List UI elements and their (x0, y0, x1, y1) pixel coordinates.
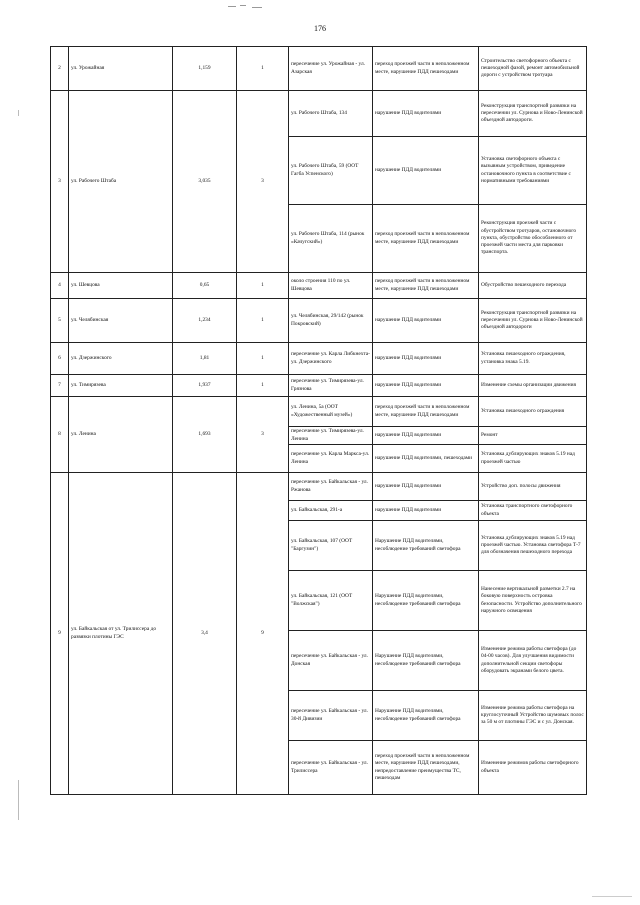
scan-artifact (592, 896, 632, 897)
street-name: ул. Шевцова (69, 273, 173, 299)
table-row (51, 273, 587, 299)
street-name: ул. Дзержинского (69, 343, 173, 375)
spot-violation: нарушение ПДД водителями (373, 501, 479, 521)
spot-measure: Установка транспортного светофорного объекта (479, 501, 587, 521)
spot-count: 1 (237, 273, 289, 299)
spot-location: ул. Байкальская, 107 (ООТ "Баргузин") (289, 521, 373, 571)
table-row (51, 47, 587, 91)
spot-violation: нарушение ПДД водителями (373, 375, 479, 397)
spot-measure: Реконструкция транспортной развязки на пересечении ул. Сурнова и Ново-Ленинской объездной автодороги (479, 299, 587, 343)
spot-measure: Установка дублирующих знаков 5.19 над проезжей частью (479, 445, 587, 473)
spot-location: ул. Рабочего Штаба, 59 (ООТ Гагба Успенского) (289, 137, 373, 205)
spot-violation: нарушение ПДД водителями, пешеходами (373, 445, 479, 473)
scan-artifact (18, 110, 19, 116)
scan-artifact (228, 4, 268, 10)
spot-measure: Обустройство пешеходного перехода (479, 273, 587, 299)
spot-violation: нарушение ПДД водителями (373, 299, 479, 343)
spot-measure: Изменение режима работы светофора (до 04-00 часов). Для улучшения видимости дополнительной секции светофоры оборудовать экранами белого цвета. (479, 631, 587, 691)
spot-measure: Установка светофорного объекта с вызывным устройством, приведение остановочного пункта в соответствие с нормативными требованиями (479, 137, 587, 205)
spot-measure: Реконструкция транспортной развязки на пересечении ул. Сурнова и Ново-Ленинской объездной автодороги. (479, 91, 587, 137)
street-name: ул. Байкальская от ул. Трилиссера до развязки плотины ГЭС (69, 473, 173, 795)
table-row (51, 473, 587, 501)
spot-measure: Устройство доп. полосы движения (479, 473, 587, 501)
spot-violation: переход проезжей части в неположенном месте, нарушение ПДД пешеходами (373, 205, 479, 273)
row-number: 6 (51, 343, 69, 375)
row-number: 2 (51, 47, 69, 91)
spot-violation: Нарушение ПДД водителями, несоблюдение требований светофора (373, 571, 479, 631)
spot-measure: Изменение схемы организации движения (479, 375, 587, 397)
spot-violation: Нарушение ПДД водителями, несоблюдение требований светофора (373, 521, 479, 571)
spot-violation: нарушение ПДД водителями (373, 137, 479, 205)
spot-count: 3 (237, 91, 289, 273)
spot-measure: Строительство светофорного объекта с пешеходной фазой, ремонт автомобильной дороги с устройством тротуара (479, 47, 587, 91)
street-name: ул. Челябинская (69, 299, 173, 343)
street-length: 1,159 (173, 47, 237, 91)
row-number: 9 (51, 473, 69, 795)
row-number: 5 (51, 299, 69, 343)
spot-location: пересечение ул. Тимирязева-ул. Ленина (289, 427, 373, 445)
spot-violation: Нарушение ПДД водителями, несоблюдение требований светофора (373, 631, 479, 691)
spot-location: пересечение ул. Байкальская - ул. 30-й Дивизии (289, 691, 373, 741)
spot-count: 1 (237, 47, 289, 91)
street-length: 1,937 (173, 375, 237, 397)
spot-measure: Ремонт (479, 427, 587, 445)
street-name: ул. Тимирязева (69, 375, 173, 397)
spot-count: 3 (237, 397, 289, 473)
table-row (51, 91, 587, 137)
spot-measure: Изменение режимов работы светофорного объекта (479, 741, 587, 795)
accident-spots-table (50, 46, 587, 795)
street-name: ул. Ленина (69, 397, 173, 473)
scan-artifact (18, 780, 19, 820)
table-row (51, 299, 587, 343)
row-number: 4 (51, 273, 69, 299)
page-number: 176 (314, 24, 326, 33)
row-number: 8 (51, 397, 69, 473)
street-length: 3,4 (173, 473, 237, 795)
spot-count: 9 (237, 473, 289, 795)
street-length: 3,035 (173, 91, 237, 273)
spot-location: пересечение ул. Карла Маркса-ул. Ленина (289, 445, 373, 473)
spot-location: около строения 110 по ул. Шевцова (289, 273, 373, 299)
spot-violation: нарушение ПДД водителями (373, 343, 479, 375)
spot-location: пересечение ул. Карла Либкнехта-ул. Дзержинского (289, 343, 373, 375)
spot-location: пересечение ул. Байкальская - ул. Донская (289, 631, 373, 691)
street-name: ул. Рабочего Штаба (69, 91, 173, 273)
spot-location: пересечение ул. Тимирязева-ул. Грязнова (289, 375, 373, 397)
spot-measure: Изменение режима работы светофора на круглосуточный Устройство шумовых полос за 50 м от плотины ГЭС и с ул. Донская. (479, 691, 587, 741)
street-name: ул. Урожайная (69, 47, 173, 91)
table-row (51, 343, 587, 375)
spot-measure: Нанесение вертикальной разметки 2.7 на боковую поверхность островка безопасности. Устройство дополнительного наружного освещения (479, 571, 587, 631)
spot-violation: переход проезжей части в неположенном месте, нарушение ПДД пешеходами (373, 47, 479, 91)
spot-count: 1 (237, 299, 289, 343)
spot-count: 1 (237, 375, 289, 397)
table-row (51, 397, 587, 427)
spot-violation: нарушение ПДД водителями (373, 473, 479, 501)
street-length: 1,693 (173, 397, 237, 473)
row-number: 3 (51, 91, 69, 273)
spot-location: пересечение ул. Урожайная - ул. Азарская (289, 47, 373, 91)
spot-violation: нарушение ПДД водителями (373, 427, 479, 445)
spot-location: пересечение ул. Байкальская - ул. Ржанова (289, 473, 373, 501)
spot-location: ул. Байкальская, 121 (ООТ "Волжская") (289, 571, 373, 631)
spot-violation: переход проезжей части в неположенном месте, нарушение ПДД пешеходами (373, 397, 479, 427)
row-number: 7 (51, 375, 69, 397)
spot-violation: нарушение ПДД водителями (373, 91, 479, 137)
spot-measure: Реконструкция проезжей части с обустройством тротуаров, остановочного пункта, обустройство обособленного от проезжей части места для парковки транспорта. (479, 205, 587, 273)
street-length: 0,65 (173, 273, 237, 299)
spot-measure: Установка дублирующих знаков 5.19 над проезжей частью. Установка светофора Т-7 для обозначения пешеходного перехода (479, 521, 587, 571)
spot-violation: Нарушение ПДД водителями, несоблюдение требований светофора (373, 691, 479, 741)
spot-location: пересечение ул. Байкальская - ул. Трилиссера (289, 741, 373, 795)
spot-measure: Установка пешеходного ограждения, установка знака 5.19. (479, 343, 587, 375)
spot-location: ул. Рабочего Штаба, 114 (рынок «Качугский») (289, 205, 373, 273)
spot-location: ул. Байкальская, 291-а (289, 501, 373, 521)
spot-location: ул. Рабочего Штаба, 134 (289, 91, 373, 137)
spot-location: ул. Челябинская, 29/142 (рынок Покровский) (289, 299, 373, 343)
spot-location: ул. Ленина, 5а (ООТ «Художественный музей») (289, 397, 373, 427)
spot-measure: Установка пешеходного ограждения (479, 397, 587, 427)
table-row (51, 375, 587, 397)
spot-violation: переход проезжей части в неположенном месте, нарушение ПДД пешеходами, непредоставление преимущества ТС, пешеходам (373, 741, 479, 795)
street-length: 1,81 (173, 343, 237, 375)
spot-count: 1 (237, 343, 289, 375)
street-length: 1,234 (173, 299, 237, 343)
spot-violation: переход проезжей части в неположенном месте, нарушение ПДД пешеходами (373, 273, 479, 299)
